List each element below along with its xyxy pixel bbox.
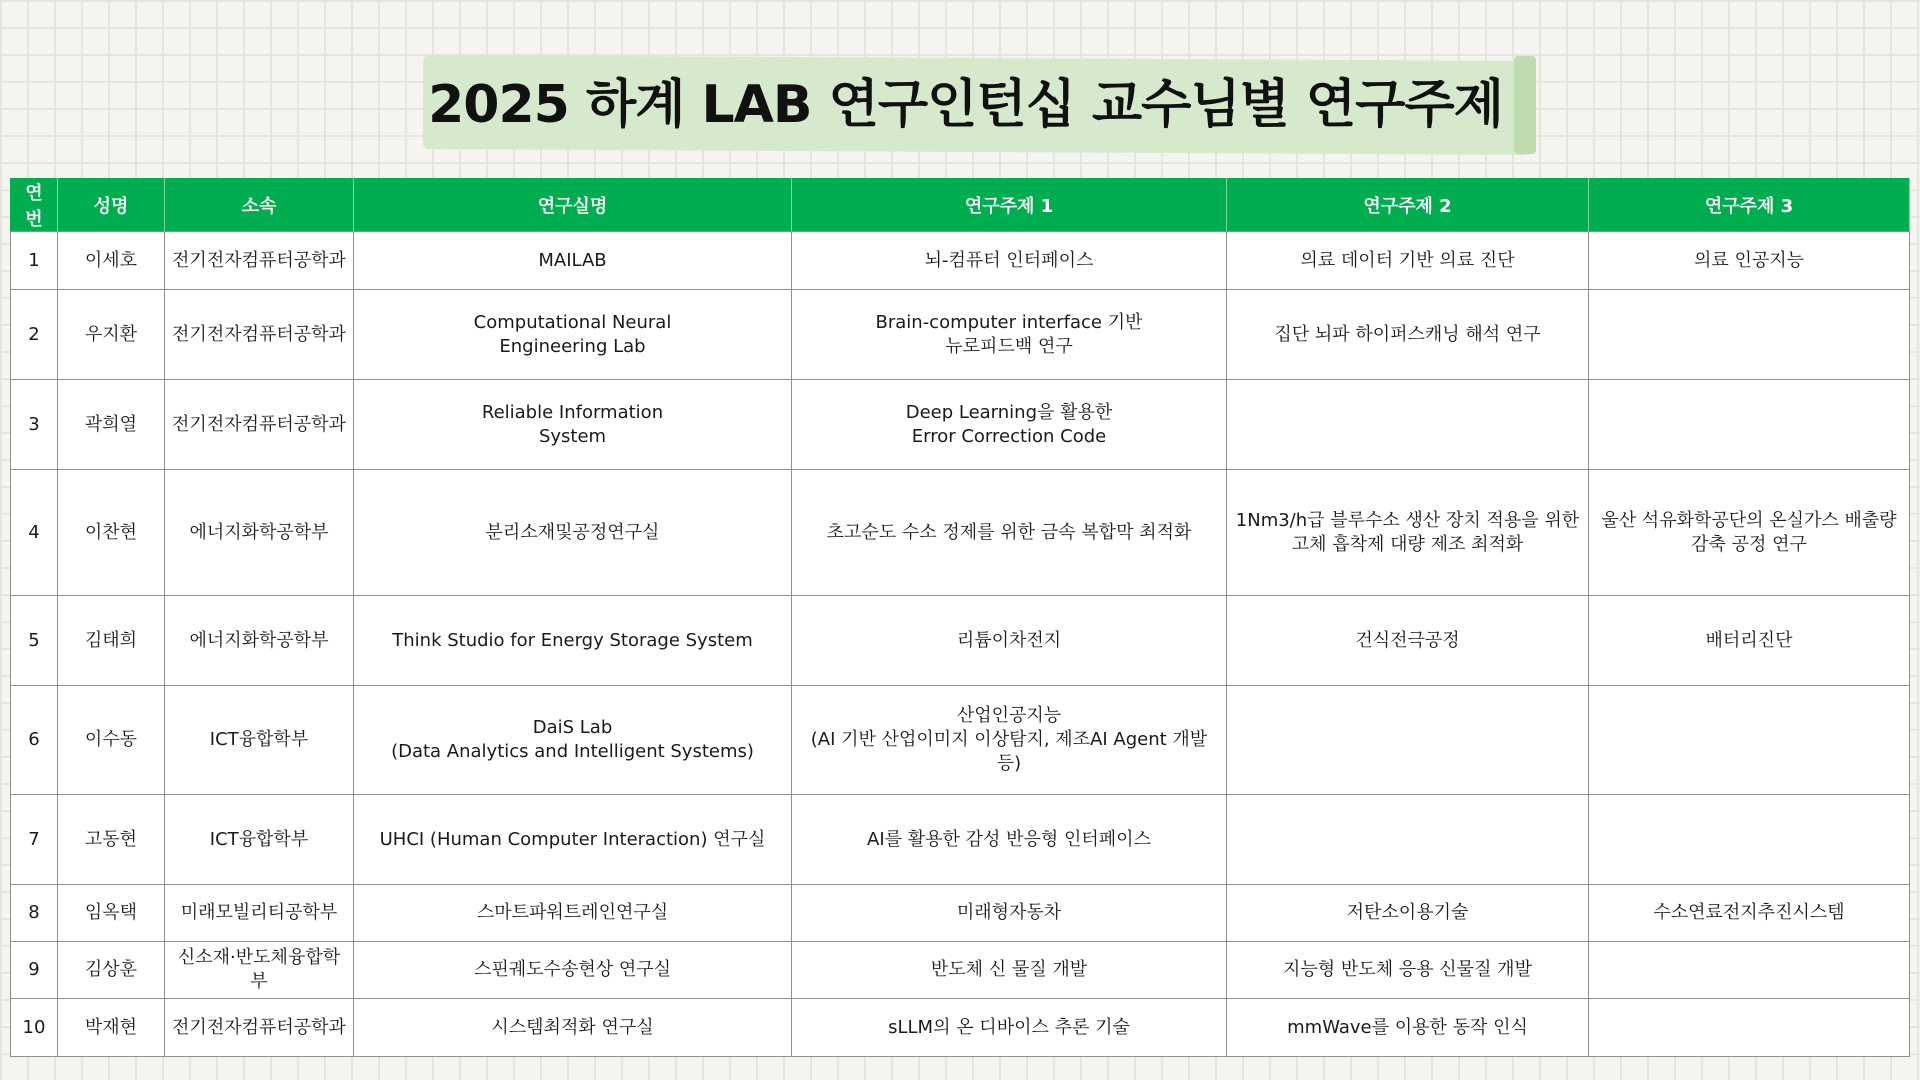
cell-topic-3: 의료 인공지능 — [1589, 232, 1910, 290]
cell-lab-name: MAILAB — [354, 232, 792, 290]
cell-department: 전기전자컴퓨터공학과 — [165, 380, 354, 470]
cell-number: 3 — [11, 380, 58, 470]
cell-topic-3 — [1589, 686, 1910, 795]
cell-name: 이세호 — [58, 232, 165, 290]
cell-lab-name: UHCI (Human Computer Interaction) 연구실 — [354, 795, 792, 885]
column-header-name: 성명 — [58, 179, 165, 232]
cell-topic-3: 울산 석유화학공단의 온실가스 배출량 감축 공정 연구 — [1589, 470, 1910, 596]
cell-number: 10 — [11, 999, 58, 1057]
cell-number: 5 — [11, 596, 58, 686]
table-row — [11, 290, 1910, 380]
cell-topic-3 — [1589, 942, 1910, 999]
cell-name: 김상훈 — [58, 942, 165, 999]
cell-name: 이찬현 — [58, 470, 165, 596]
cell-topic-3: 배터리진단 — [1589, 596, 1910, 686]
cell-topic-3 — [1589, 380, 1910, 470]
cell-topic-2: 저탄소이용기술 — [1227, 885, 1589, 942]
column-header-number: 연번 — [11, 179, 58, 232]
cell-topic-1: 미래형자동차 — [792, 885, 1227, 942]
cell-topic-2 — [1227, 795, 1589, 885]
cell-name: 고동현 — [58, 795, 165, 885]
research-topics-table — [10, 178, 1910, 1057]
table-row — [11, 942, 1910, 999]
cell-topic-1: 리튬이차전지 — [792, 596, 1227, 686]
cell-name: 임옥택 — [58, 885, 165, 942]
cell-topic-1: sLLM의 온 디바이스 추론 기술 — [792, 999, 1227, 1057]
cell-department: 에너지화학공학부 — [165, 470, 354, 596]
cell-topic-3 — [1589, 999, 1910, 1057]
cell-lab-name: 분리소재및공정연구실 — [354, 470, 792, 596]
cell-topic-1: 반도체 신 물질 개발 — [792, 942, 1227, 999]
cell-topic-1: 뇌-컴퓨터 인터페이스 — [792, 232, 1227, 290]
cell-lab-name: Think Studio for Energy Storage System — [354, 596, 792, 686]
cell-department: 전기전자컴퓨터공학과 — [165, 290, 354, 380]
cell-lab-name: 스핀궤도수송현상 연구실 — [354, 942, 792, 999]
cell-lab-name: 스마트파워트레인연구실 — [354, 885, 792, 942]
cell-topic-1: 초고순도 수소 정제를 위한 금속 복합막 최적화 — [792, 470, 1227, 596]
cell-topic-1: AI를 활용한 감성 반응형 인터페이스 — [792, 795, 1227, 885]
table-row — [11, 380, 1910, 470]
title-banner — [423, 58, 1530, 152]
table-row — [11, 686, 1910, 795]
column-header-lab-name: 연구실명 — [354, 179, 792, 232]
table-row — [11, 470, 1910, 596]
cell-topic-3 — [1589, 290, 1910, 380]
table-row — [11, 795, 1910, 885]
cell-department: 전기전자컴퓨터공학과 — [165, 232, 354, 290]
cell-name: 우지환 — [58, 290, 165, 380]
cell-name: 김태희 — [58, 596, 165, 686]
cell-department: 미래모빌리티공학부 — [165, 885, 354, 942]
table-row — [11, 596, 1910, 686]
cell-topic-2 — [1227, 380, 1589, 470]
cell-lab-name: Computational Neural Engineering Lab — [354, 290, 792, 380]
cell-name: 박재현 — [58, 999, 165, 1057]
cell-department: 신소재·반도체융합학부 — [165, 942, 354, 999]
cell-number: 2 — [11, 290, 58, 380]
table-header-row — [11, 179, 1910, 232]
cell-number: 7 — [11, 795, 58, 885]
cell-department: ICT융합학부 — [165, 795, 354, 885]
column-header-topic-2: 연구주제 2 — [1227, 179, 1589, 232]
cell-number: 9 — [11, 942, 58, 999]
cell-topic-2: 지능형 반도체 응용 신물질 개발 — [1227, 942, 1589, 999]
cell-topic-3 — [1589, 795, 1910, 885]
title-highlight-accent — [1514, 56, 1536, 154]
cell-name: 곽희열 — [58, 380, 165, 470]
cell-topic-1: Brain-computer interface 기반 뉴로피드백 연구 — [792, 290, 1227, 380]
cell-lab-name: 시스템최적화 연구실 — [354, 999, 792, 1057]
cell-topic-2 — [1227, 686, 1589, 795]
cell-number: 6 — [11, 686, 58, 795]
table-row — [11, 885, 1910, 942]
cell-lab-name: DaiS Lab (Data Analytics and Intelligent Systems) — [354, 686, 792, 795]
cell-topic-2: 건식전극공정 — [1227, 596, 1589, 686]
cell-name: 이수동 — [58, 686, 165, 795]
cell-topic-1: Deep Learning을 활용한 Error Correction Code — [792, 380, 1227, 470]
column-header-topic-3: 연구주제 3 — [1589, 179, 1910, 232]
table-row — [11, 232, 1910, 290]
cell-topic-2: 의료 데이터 기반 의료 진단 — [1227, 232, 1589, 290]
column-header-department: 소속 — [165, 179, 354, 232]
table-row — [11, 999, 1910, 1057]
cell-department: 에너지화학공학부 — [165, 596, 354, 686]
cell-department: ICT융합학부 — [165, 686, 354, 795]
cell-topic-3: 수소연료전지추진시스템 — [1589, 885, 1910, 942]
cell-topic-2: 1Nm3/h급 블루수소 생산 장치 적용을 위한 고체 흡착제 대량 제조 최적화 — [1227, 470, 1589, 596]
cell-lab-name: Reliable Information System — [354, 380, 792, 470]
column-header-topic-1: 연구주제 1 — [792, 179, 1227, 232]
cell-number: 8 — [11, 885, 58, 942]
cell-department: 전기전자컴퓨터공학과 — [165, 999, 354, 1057]
cell-topic-2: 집단 뇌파 하이퍼스캐닝 해석 연구 — [1227, 290, 1589, 380]
cell-number: 1 — [11, 232, 58, 290]
research-topics-table-wrapper — [10, 178, 1909, 1055]
cell-number: 4 — [11, 470, 58, 596]
cell-topic-1: 산업인공지능 (AI 기반 산업이미지 이상탐지, 제조AI Agent 개발 등) — [792, 686, 1227, 795]
page-title: 2025 하계 LAB 연구인턴십 교수님별 연구주제 — [428, 75, 1503, 135]
cell-topic-2: mmWave를 이용한 동작 인식 — [1227, 999, 1589, 1057]
